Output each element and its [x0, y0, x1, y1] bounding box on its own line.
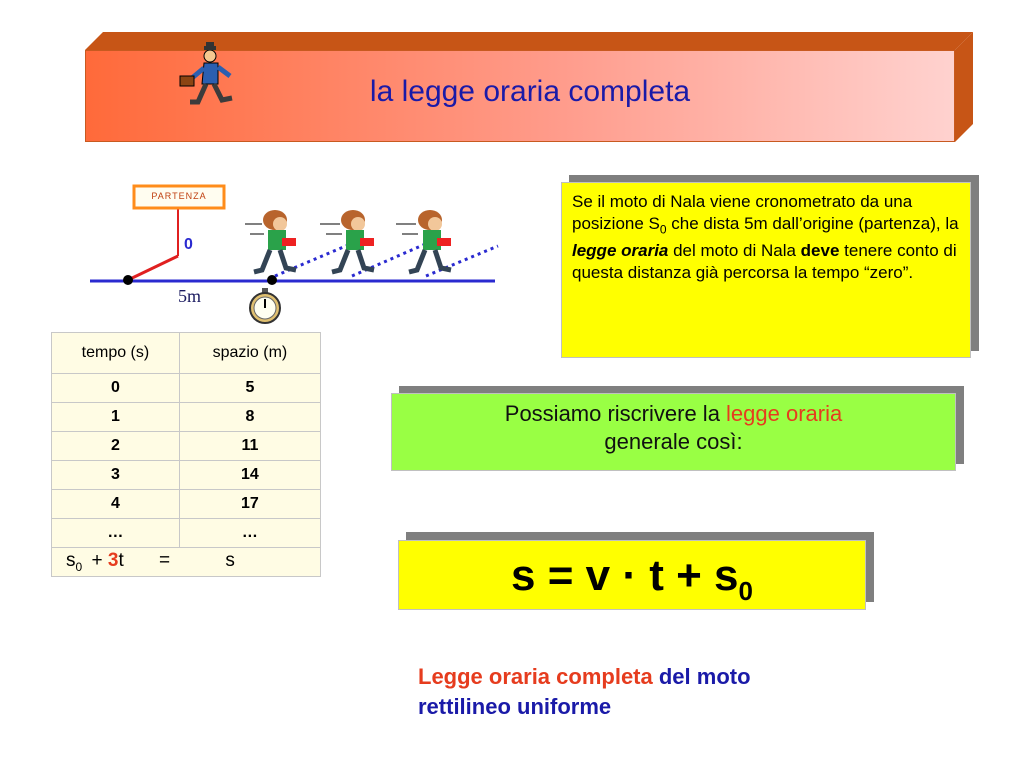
distance-label: 5m	[178, 286, 202, 306]
formula-t: t	[118, 550, 124, 572]
space-cell: 11	[179, 432, 320, 461]
header-space: spazio (m)	[179, 333, 320, 374]
time-cell: 2	[52, 432, 180, 461]
formula-box	[398, 540, 866, 610]
formula-s: s	[66, 550, 76, 572]
header-time: tempo (s)	[52, 333, 180, 374]
time-cell: 3	[52, 461, 180, 490]
explanation-part4: tenere conto di questa distanza già percorsa la tempo “zero”.	[572, 241, 957, 283]
formula-coef: 3	[107, 550, 119, 572]
explanation-strong: deve	[800, 241, 840, 261]
time-cell: 1	[52, 403, 180, 432]
motion-illustration	[90, 180, 510, 330]
page-title: la legge oraria completa	[369, 75, 691, 108]
caption	[418, 662, 878, 722]
runner-2	[320, 210, 374, 272]
origin-dot	[123, 275, 133, 285]
walking-man-icon	[172, 40, 242, 110]
table-row	[52, 374, 321, 403]
runner-1	[245, 210, 296, 272]
explanation-part3: del moto di Nala	[668, 241, 801, 261]
stopwatch-icon	[250, 288, 280, 323]
formula-result: s	[225, 550, 235, 572]
table-row	[52, 432, 321, 461]
time-cell: …	[52, 519, 180, 548]
rewrite-highlight: legge oraria	[726, 401, 843, 426]
space-cell: …	[179, 519, 320, 548]
rewrite-suffix: generale così:	[604, 429, 743, 454]
table-row	[52, 403, 321, 432]
rewrite-box	[391, 393, 956, 471]
explanation-sub: 0	[659, 222, 667, 237]
start-sign-label: PARTENZA	[151, 191, 207, 201]
formula-row-cell	[52, 548, 321, 577]
space-cell: 8	[179, 403, 320, 432]
table-row	[52, 490, 321, 519]
banner-3d-side	[954, 32, 974, 144]
runner-3	[396, 210, 451, 272]
explanation-part1: Se il moto di Nala viene cronometrato da una posizione S	[572, 192, 913, 233]
caption-blue1: del moto	[652, 664, 751, 689]
formula-equals: =	[159, 550, 171, 572]
formula-main: s = v · t + s	[511, 551, 739, 600]
caption-red: Legge oraria completa	[418, 664, 653, 689]
formula-s-sub: 0	[75, 559, 83, 574]
origin-label: 0	[184, 236, 193, 253]
explanation-box	[561, 182, 971, 358]
explanation-emphasis: legge oraria	[572, 241, 669, 261]
formula-plus: +	[91, 550, 103, 572]
time-space-table	[51, 332, 321, 577]
formula-sub: 0	[738, 575, 753, 606]
space-cell: 17	[179, 490, 320, 519]
time-cell: 0	[52, 374, 180, 403]
caption-blue2: rettilineo uniforme	[418, 694, 612, 719]
table-row	[52, 461, 321, 490]
formula-row	[52, 548, 321, 577]
table-row	[52, 519, 321, 548]
rewrite-prefix: Possiamo riscrivere la	[504, 401, 727, 426]
space-cell: 5	[179, 374, 320, 403]
space-cell: 14	[179, 461, 320, 490]
time-cell: 4	[52, 490, 180, 519]
explanation-part2: che dista 5m dall’origine (partenza), la	[666, 214, 959, 233]
table-header-row	[52, 333, 321, 374]
